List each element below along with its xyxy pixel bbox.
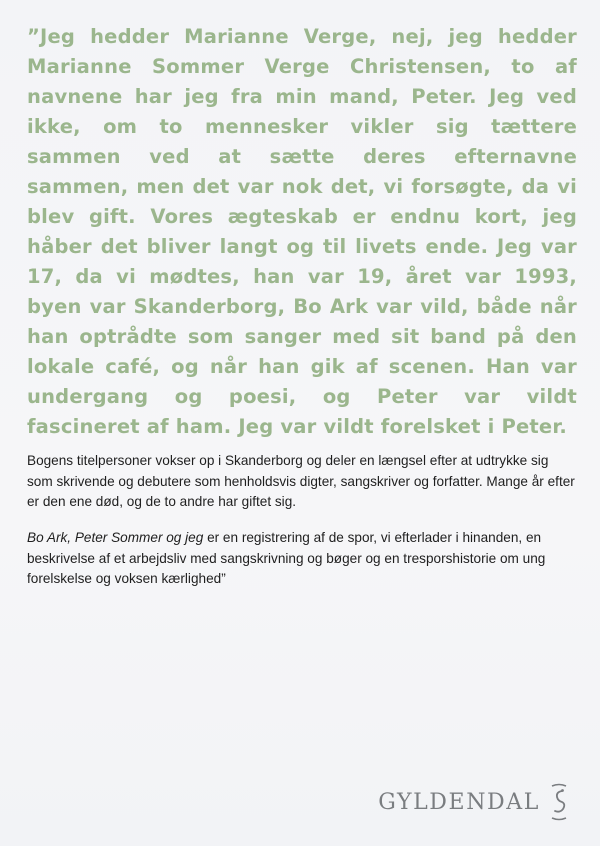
description-paragraph-2-text: er en registrering af de spor, vi efterlader i hinanden, en beskrivelse af et arbejdsliv med sangskrivning og bøger og en tresporshistorie om ung forelskelse og voksen kærlighed” <box>27 530 546 586</box>
quote-text: ”Jeg hedder Marianne Verge, nej, jeg hedder Marianne Sommer Verge Christensen, to af navnene har jeg fra min mand, Peter. Jeg ved ikke, om to mennesker vikler sig tættere sammen ved at sætte deres efternavne sammen, men det var nok det, vi forsøgte, da vi blev gift. Vores ægteskab er endnu kort, jeg håber det bliver langt og til livets ende. Jeg var 17, da vi mødtes, han var 19, året var 1993, byen var Skanderborg, Bo Ark var vild, både når han optrådte som sanger med sit band på den lokale café, og når han gik af scenen. Han var undergang og poesi, og Peter var vildt fascineret af ham. Jeg var vildt forelsket i Peter. <box>27 25 577 438</box>
publisher-name: GYLDENDAL <box>378 789 540 815</box>
book-title: Bo Ark, Peter Sommer og jeg <box>27 530 204 545</box>
gyldendal-swan-logo-icon <box>548 782 570 822</box>
description-paragraph-2 <box>27 528 575 590</box>
description-paragraph-1: Bogens titelpersoner vokser op i Skanderborg og deler en længsel efter at udtrykke sig som skrivende og debutere som henholdsvis digter, sangskriver og forfatter. Mange år efter er den ene død, og de to andre har giftet sig. <box>27 453 575 509</box>
publisher-mark <box>378 782 570 822</box>
